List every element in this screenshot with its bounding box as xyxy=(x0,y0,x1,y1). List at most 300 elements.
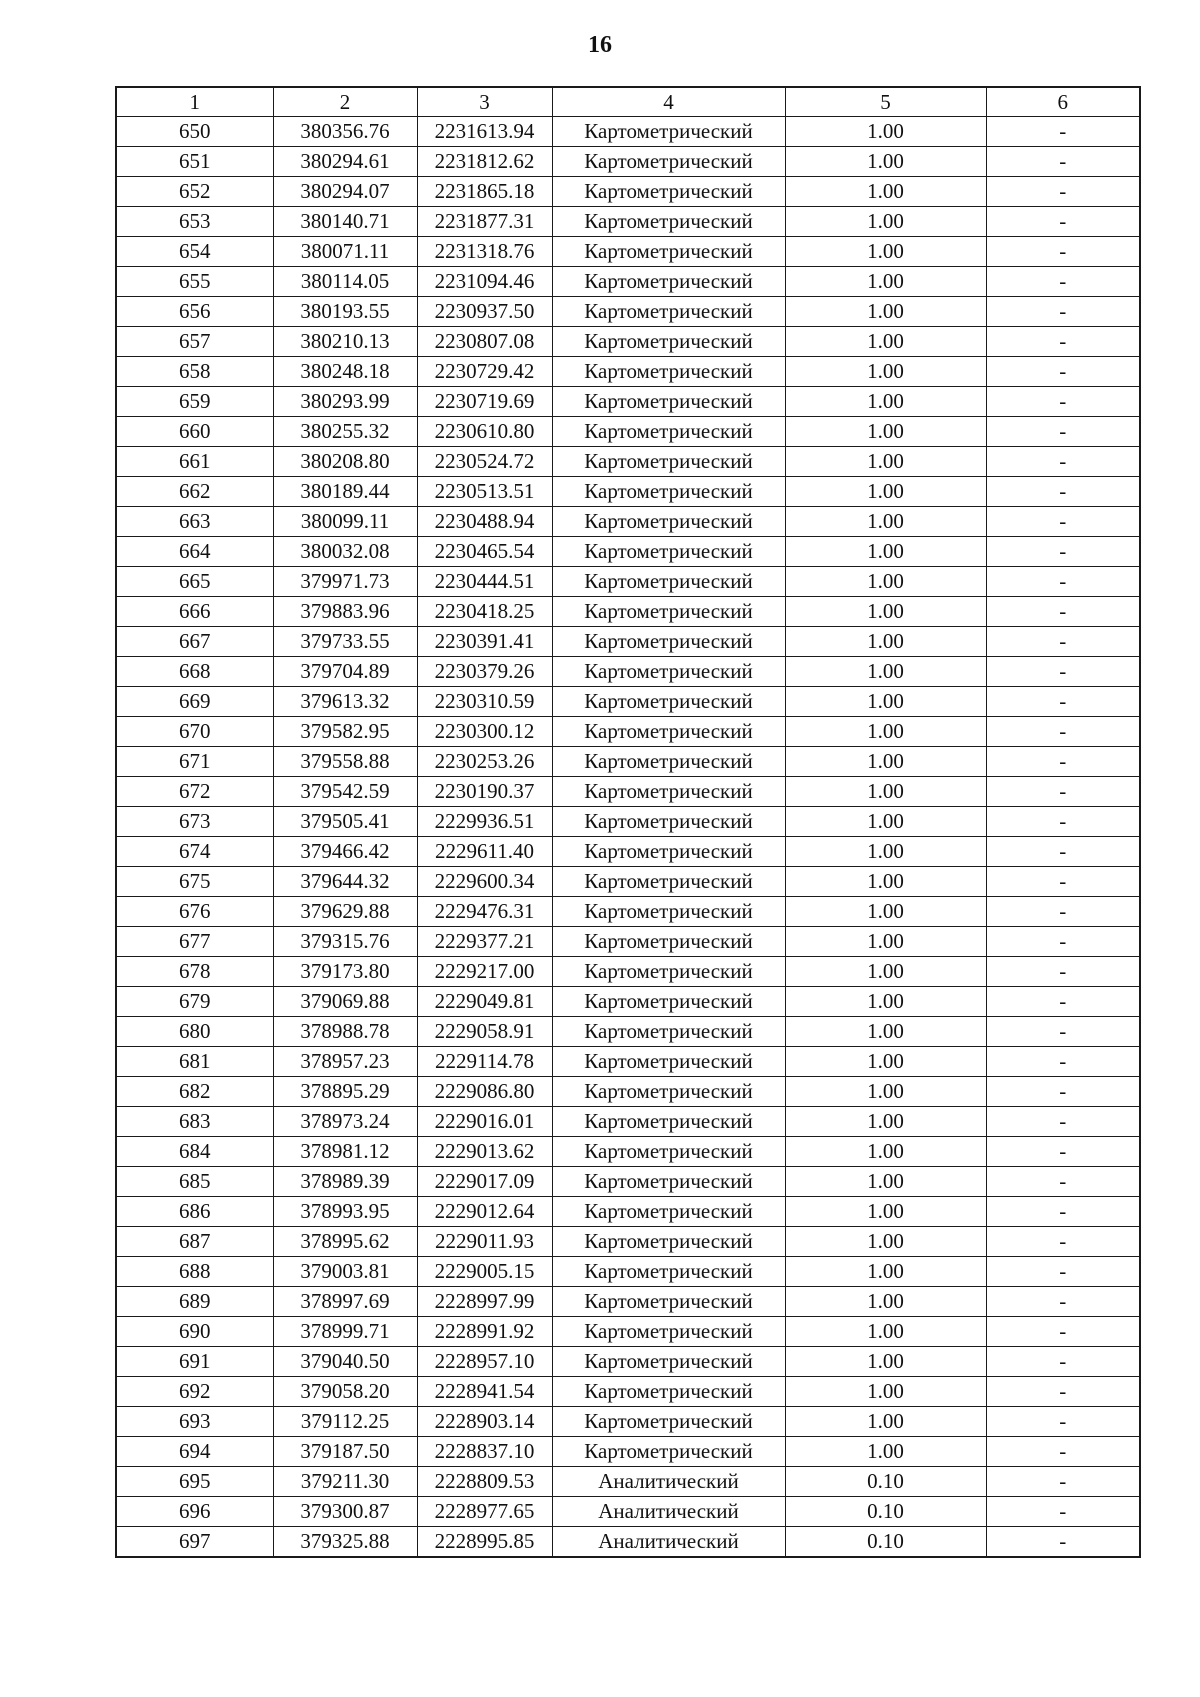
x-coordinate-cell: 379883.96 xyxy=(273,597,417,627)
point-number-cell: 675 xyxy=(116,867,273,897)
x-coordinate-cell: 379003.81 xyxy=(273,1257,417,1287)
method-cell: Картометрический xyxy=(552,507,785,537)
note-cell: - xyxy=(986,507,1140,537)
note-cell: - xyxy=(986,1257,1140,1287)
method-cell: Картометрический xyxy=(552,987,785,1017)
y-coordinate-cell: 2230465.54 xyxy=(417,537,552,567)
note-cell: - xyxy=(986,1287,1140,1317)
accuracy-cell: 1.00 xyxy=(785,117,986,147)
table-row xyxy=(116,1287,1140,1317)
x-coordinate-cell: 379505.41 xyxy=(273,807,417,837)
accuracy-cell: 1.00 xyxy=(785,807,986,837)
accuracy-cell: 1.00 xyxy=(785,627,986,657)
accuracy-cell: 1.00 xyxy=(785,747,986,777)
accuracy-cell: 1.00 xyxy=(785,837,986,867)
y-coordinate-cell: 2229114.78 xyxy=(417,1047,552,1077)
y-coordinate-cell: 2230379.26 xyxy=(417,657,552,687)
table-row xyxy=(116,207,1140,237)
point-number-cell: 695 xyxy=(116,1467,273,1497)
note-cell: - xyxy=(986,237,1140,267)
note-cell: - xyxy=(986,477,1140,507)
x-coordinate-cell: 378997.69 xyxy=(273,1287,417,1317)
method-cell: Картометрический xyxy=(552,807,785,837)
y-coordinate-cell: 2230253.26 xyxy=(417,747,552,777)
method-cell: Картометрический xyxy=(552,1407,785,1437)
point-number-cell: 651 xyxy=(116,147,273,177)
y-coordinate-cell: 2229011.93 xyxy=(417,1227,552,1257)
method-cell: Картометрический xyxy=(552,297,785,327)
accuracy-cell: 1.00 xyxy=(785,1257,986,1287)
note-cell: - xyxy=(986,147,1140,177)
table-row xyxy=(116,867,1140,897)
method-cell: Картометрический xyxy=(552,927,785,957)
y-coordinate-cell: 2229012.64 xyxy=(417,1197,552,1227)
accuracy-cell: 1.00 xyxy=(785,567,986,597)
x-coordinate-cell: 378973.24 xyxy=(273,1107,417,1137)
table-row xyxy=(116,237,1140,267)
column-header: 2 xyxy=(273,87,417,117)
accuracy-cell: 0.10 xyxy=(785,1527,986,1558)
y-coordinate-cell: 2229005.15 xyxy=(417,1257,552,1287)
point-number-cell: 666 xyxy=(116,597,273,627)
point-number-cell: 680 xyxy=(116,1017,273,1047)
x-coordinate-cell: 379971.73 xyxy=(273,567,417,597)
y-coordinate-cell: 2229017.09 xyxy=(417,1167,552,1197)
point-number-cell: 667 xyxy=(116,627,273,657)
column-header: 6 xyxy=(986,87,1140,117)
y-coordinate-cell: 2229013.62 xyxy=(417,1137,552,1167)
table-row xyxy=(116,627,1140,657)
note-cell: - xyxy=(986,777,1140,807)
accuracy-cell: 1.00 xyxy=(785,777,986,807)
point-number-cell: 663 xyxy=(116,507,273,537)
x-coordinate-cell: 379613.32 xyxy=(273,687,417,717)
note-cell: - xyxy=(986,867,1140,897)
x-coordinate-cell: 378981.12 xyxy=(273,1137,417,1167)
x-coordinate-cell: 380210.13 xyxy=(273,327,417,357)
note-cell: - xyxy=(986,657,1140,687)
table-row xyxy=(116,507,1140,537)
note-cell: - xyxy=(986,1017,1140,1047)
method-cell: Картометрический xyxy=(552,957,785,987)
accuracy-cell: 1.00 xyxy=(785,507,986,537)
table-row xyxy=(116,957,1140,987)
x-coordinate-cell: 378957.23 xyxy=(273,1047,417,1077)
note-cell: - xyxy=(986,597,1140,627)
point-number-cell: 654 xyxy=(116,237,273,267)
note-cell: - xyxy=(986,927,1140,957)
point-number-cell: 665 xyxy=(116,567,273,597)
y-coordinate-cell: 2228941.54 xyxy=(417,1377,552,1407)
y-coordinate-cell: 2229377.21 xyxy=(417,927,552,957)
point-number-cell: 685 xyxy=(116,1167,273,1197)
point-number-cell: 661 xyxy=(116,447,273,477)
point-number-cell: 688 xyxy=(116,1257,273,1287)
accuracy-cell: 1.00 xyxy=(785,1107,986,1137)
accuracy-cell: 1.00 xyxy=(785,1017,986,1047)
x-coordinate-cell: 379325.88 xyxy=(273,1527,417,1558)
x-coordinate-cell: 380356.76 xyxy=(273,117,417,147)
x-coordinate-cell: 379542.59 xyxy=(273,777,417,807)
note-cell: - xyxy=(986,447,1140,477)
column-header: 3 xyxy=(417,87,552,117)
table-row xyxy=(116,927,1140,957)
method-cell: Картометрический xyxy=(552,687,785,717)
accuracy-cell: 1.00 xyxy=(785,327,986,357)
x-coordinate-cell: 378989.39 xyxy=(273,1167,417,1197)
accuracy-cell: 0.10 xyxy=(785,1497,986,1527)
x-coordinate-cell: 379466.42 xyxy=(273,837,417,867)
y-coordinate-cell: 2231318.76 xyxy=(417,237,552,267)
method-cell: Картометрический xyxy=(552,147,785,177)
point-number-cell: 684 xyxy=(116,1137,273,1167)
point-number-cell: 691 xyxy=(116,1347,273,1377)
method-cell: Картометрический xyxy=(552,1317,785,1347)
note-cell: - xyxy=(986,1197,1140,1227)
method-cell: Картометрический xyxy=(552,867,785,897)
accuracy-cell: 1.00 xyxy=(785,147,986,177)
method-cell: Аналитический xyxy=(552,1527,785,1558)
y-coordinate-cell: 2228995.85 xyxy=(417,1527,552,1558)
note-cell: - xyxy=(986,357,1140,387)
x-coordinate-cell: 380208.80 xyxy=(273,447,417,477)
accuracy-cell: 1.00 xyxy=(785,657,986,687)
table-row xyxy=(116,837,1140,867)
y-coordinate-cell: 2231094.46 xyxy=(417,267,552,297)
note-cell: - xyxy=(986,387,1140,417)
y-coordinate-cell: 2229936.51 xyxy=(417,807,552,837)
method-cell: Картометрический xyxy=(552,267,785,297)
x-coordinate-cell: 378993.95 xyxy=(273,1197,417,1227)
accuracy-cell: 1.00 xyxy=(785,1377,986,1407)
note-cell: - xyxy=(986,1077,1140,1107)
method-cell: Картометрический xyxy=(552,117,785,147)
point-number-cell: 657 xyxy=(116,327,273,357)
table-row xyxy=(116,1497,1140,1527)
note-cell: - xyxy=(986,747,1140,777)
accuracy-cell: 1.00 xyxy=(785,897,986,927)
accuracy-cell: 1.00 xyxy=(785,927,986,957)
y-coordinate-cell: 2228809.53 xyxy=(417,1467,552,1497)
table-row xyxy=(116,897,1140,927)
table-row xyxy=(116,1047,1140,1077)
table-row xyxy=(116,357,1140,387)
accuracy-cell: 1.00 xyxy=(785,1137,986,1167)
note-cell: - xyxy=(986,897,1140,927)
point-number-cell: 673 xyxy=(116,807,273,837)
table-row xyxy=(116,687,1140,717)
x-coordinate-cell: 379558.88 xyxy=(273,747,417,777)
x-coordinate-cell: 379173.80 xyxy=(273,957,417,987)
point-number-cell: 676 xyxy=(116,897,273,927)
table-row xyxy=(116,747,1140,777)
accuracy-cell: 1.00 xyxy=(785,1197,986,1227)
x-coordinate-cell: 379187.50 xyxy=(273,1437,417,1467)
y-coordinate-cell: 2229049.81 xyxy=(417,987,552,1017)
x-coordinate-cell: 379629.88 xyxy=(273,897,417,927)
table-row xyxy=(116,657,1140,687)
y-coordinate-cell: 2230807.08 xyxy=(417,327,552,357)
y-coordinate-cell: 2228903.14 xyxy=(417,1407,552,1437)
y-coordinate-cell: 2230391.41 xyxy=(417,627,552,657)
table-row xyxy=(116,117,1140,147)
method-cell: Аналитический xyxy=(552,1497,785,1527)
point-number-cell: 660 xyxy=(116,417,273,447)
accuracy-cell: 1.00 xyxy=(785,1287,986,1317)
point-number-cell: 683 xyxy=(116,1107,273,1137)
note-cell: - xyxy=(986,1137,1140,1167)
x-coordinate-cell: 379315.76 xyxy=(273,927,417,957)
y-coordinate-cell: 2229611.40 xyxy=(417,837,552,867)
y-coordinate-cell: 2230937.50 xyxy=(417,297,552,327)
x-coordinate-cell: 380294.07 xyxy=(273,177,417,207)
y-coordinate-cell: 2229058.91 xyxy=(417,1017,552,1047)
method-cell: Картометрический xyxy=(552,1137,785,1167)
point-number-cell: 658 xyxy=(116,357,273,387)
note-cell: - xyxy=(986,1377,1140,1407)
accuracy-cell: 1.00 xyxy=(785,387,986,417)
x-coordinate-cell: 379704.89 xyxy=(273,657,417,687)
table-row xyxy=(116,297,1140,327)
method-cell: Картометрический xyxy=(552,357,785,387)
table-row xyxy=(116,177,1140,207)
method-cell: Картометрический xyxy=(552,897,785,927)
note-cell: - xyxy=(986,687,1140,717)
table-row xyxy=(116,777,1140,807)
x-coordinate-cell: 380294.61 xyxy=(273,147,417,177)
accuracy-cell: 1.00 xyxy=(785,417,986,447)
y-coordinate-cell: 2231865.18 xyxy=(417,177,552,207)
note-cell: - xyxy=(986,1407,1140,1437)
point-number-cell: 687 xyxy=(116,1227,273,1257)
table-row xyxy=(116,1407,1140,1437)
note-cell: - xyxy=(986,1167,1140,1197)
method-cell: Картометрический xyxy=(552,1347,785,1377)
accuracy-cell: 1.00 xyxy=(785,297,986,327)
method-cell: Картометрический xyxy=(552,447,785,477)
point-number-cell: 655 xyxy=(116,267,273,297)
note-cell: - xyxy=(986,1227,1140,1257)
method-cell: Картометрический xyxy=(552,1437,785,1467)
accuracy-cell: 0.10 xyxy=(785,1467,986,1497)
method-cell: Картометрический xyxy=(552,477,785,507)
note-cell: - xyxy=(986,1047,1140,1077)
note-cell: - xyxy=(986,297,1140,327)
y-coordinate-cell: 2228977.65 xyxy=(417,1497,552,1527)
x-coordinate-cell: 380114.05 xyxy=(273,267,417,297)
note-cell: - xyxy=(986,1107,1140,1137)
method-cell: Картометрический xyxy=(552,327,785,357)
method-cell: Картометрический xyxy=(552,777,785,807)
point-number-cell: 668 xyxy=(116,657,273,687)
y-coordinate-cell: 2231613.94 xyxy=(417,117,552,147)
x-coordinate-cell: 380293.99 xyxy=(273,387,417,417)
table-row xyxy=(116,807,1140,837)
y-coordinate-cell: 2228997.99 xyxy=(417,1287,552,1317)
table-row xyxy=(116,327,1140,357)
point-number-cell: 678 xyxy=(116,957,273,987)
point-number-cell: 653 xyxy=(116,207,273,237)
x-coordinate-cell: 380189.44 xyxy=(273,477,417,507)
point-number-cell: 686 xyxy=(116,1197,273,1227)
method-cell: Картометрический xyxy=(552,1377,785,1407)
method-cell: Картометрический xyxy=(552,237,785,267)
table-row xyxy=(116,1077,1140,1107)
point-number-cell: 681 xyxy=(116,1047,273,1077)
note-cell: - xyxy=(986,267,1140,297)
method-cell: Картометрический xyxy=(552,387,785,417)
note-cell: - xyxy=(986,1437,1140,1467)
accuracy-cell: 1.00 xyxy=(785,1317,986,1347)
accuracy-cell: 1.00 xyxy=(785,1047,986,1077)
accuracy-cell: 1.00 xyxy=(785,867,986,897)
table-row xyxy=(116,1437,1140,1467)
method-cell: Картометрический xyxy=(552,1167,785,1197)
column-header: 4 xyxy=(552,87,785,117)
method-cell: Картометрический xyxy=(552,597,785,627)
accuracy-cell: 1.00 xyxy=(785,1167,986,1197)
method-cell: Аналитический xyxy=(552,1467,785,1497)
note-cell: - xyxy=(986,567,1140,597)
method-cell: Картометрический xyxy=(552,1107,785,1137)
y-coordinate-cell: 2230488.94 xyxy=(417,507,552,537)
accuracy-cell: 1.00 xyxy=(785,957,986,987)
note-cell: - xyxy=(986,717,1140,747)
method-cell: Картометрический xyxy=(552,717,785,747)
table-body xyxy=(116,117,1140,1558)
table-row xyxy=(116,567,1140,597)
table-row xyxy=(116,1227,1140,1257)
note-cell: - xyxy=(986,327,1140,357)
x-coordinate-cell: 380099.11 xyxy=(273,507,417,537)
x-coordinate-cell: 380032.08 xyxy=(273,537,417,567)
accuracy-cell: 1.00 xyxy=(785,1437,986,1467)
note-cell: - xyxy=(986,1497,1140,1527)
table-row xyxy=(116,987,1140,1017)
note-cell: - xyxy=(986,987,1140,1017)
point-number-cell: 692 xyxy=(116,1377,273,1407)
point-number-cell: 697 xyxy=(116,1527,273,1558)
column-header: 5 xyxy=(785,87,986,117)
note-cell: - xyxy=(986,1467,1140,1497)
accuracy-cell: 1.00 xyxy=(785,1347,986,1377)
note-cell: - xyxy=(986,1347,1140,1377)
x-coordinate-cell: 380140.71 xyxy=(273,207,417,237)
x-coordinate-cell: 380193.55 xyxy=(273,297,417,327)
point-number-cell: 652 xyxy=(116,177,273,207)
x-coordinate-cell: 379058.20 xyxy=(273,1377,417,1407)
table-row xyxy=(116,597,1140,627)
table-row xyxy=(116,1137,1140,1167)
coordinates-table xyxy=(115,86,1141,1558)
method-cell: Картометрический xyxy=(552,627,785,657)
table-row xyxy=(116,537,1140,567)
y-coordinate-cell: 2229086.80 xyxy=(417,1077,552,1107)
method-cell: Картометрический xyxy=(552,1047,785,1077)
table-row xyxy=(116,1167,1140,1197)
page-number: 16 xyxy=(588,32,612,58)
table-row xyxy=(116,1017,1140,1047)
point-number-cell: 682 xyxy=(116,1077,273,1107)
accuracy-cell: 1.00 xyxy=(785,1227,986,1257)
method-cell: Картометрический xyxy=(552,417,785,447)
note-cell: - xyxy=(986,207,1140,237)
y-coordinate-cell: 2230310.59 xyxy=(417,687,552,717)
table-row xyxy=(116,1527,1140,1558)
method-cell: Картометрический xyxy=(552,1227,785,1257)
method-cell: Картометрический xyxy=(552,1077,785,1107)
note-cell: - xyxy=(986,417,1140,447)
point-number-cell: 693 xyxy=(116,1407,273,1437)
table-row xyxy=(116,267,1140,297)
accuracy-cell: 1.00 xyxy=(785,477,986,507)
y-coordinate-cell: 2230513.51 xyxy=(417,477,552,507)
method-cell: Картометрический xyxy=(552,1287,785,1317)
point-number-cell: 689 xyxy=(116,1287,273,1317)
x-coordinate-cell: 378995.62 xyxy=(273,1227,417,1257)
method-cell: Картометрический xyxy=(552,1017,785,1047)
y-coordinate-cell: 2230444.51 xyxy=(417,567,552,597)
note-cell: - xyxy=(986,837,1140,867)
x-coordinate-cell: 380248.18 xyxy=(273,357,417,387)
accuracy-cell: 1.00 xyxy=(785,987,986,1017)
y-coordinate-cell: 2230190.37 xyxy=(417,777,552,807)
table-row xyxy=(116,1347,1140,1377)
y-coordinate-cell: 2228991.92 xyxy=(417,1317,552,1347)
accuracy-cell: 1.00 xyxy=(785,1407,986,1437)
point-number-cell: 669 xyxy=(116,687,273,717)
accuracy-cell: 1.00 xyxy=(785,1077,986,1107)
point-number-cell: 662 xyxy=(116,477,273,507)
x-coordinate-cell: 378999.71 xyxy=(273,1317,417,1347)
point-number-cell: 664 xyxy=(116,537,273,567)
point-number-cell: 679 xyxy=(116,987,273,1017)
column-header: 1 xyxy=(116,87,273,117)
y-coordinate-cell: 2230719.69 xyxy=(417,387,552,417)
y-coordinate-cell: 2229476.31 xyxy=(417,897,552,927)
accuracy-cell: 1.00 xyxy=(785,717,986,747)
y-coordinate-cell: 2229217.00 xyxy=(417,957,552,987)
point-number-cell: 671 xyxy=(116,747,273,777)
method-cell: Картометрический xyxy=(552,1197,785,1227)
accuracy-cell: 1.00 xyxy=(785,597,986,627)
point-number-cell: 690 xyxy=(116,1317,273,1347)
method-cell: Картометрический xyxy=(552,567,785,597)
point-number-cell: 670 xyxy=(116,717,273,747)
x-coordinate-cell: 379733.55 xyxy=(273,627,417,657)
accuracy-cell: 1.00 xyxy=(785,687,986,717)
method-cell: Картометрический xyxy=(552,1257,785,1287)
y-coordinate-cell: 2230610.80 xyxy=(417,417,552,447)
point-number-cell: 672 xyxy=(116,777,273,807)
accuracy-cell: 1.00 xyxy=(785,177,986,207)
note-cell: - xyxy=(986,117,1140,147)
note-cell: - xyxy=(986,1317,1140,1347)
note-cell: - xyxy=(986,957,1140,987)
y-coordinate-cell: 2230418.25 xyxy=(417,597,552,627)
method-cell: Картометрический xyxy=(552,207,785,237)
accuracy-cell: 1.00 xyxy=(785,357,986,387)
accuracy-cell: 1.00 xyxy=(785,537,986,567)
table-row xyxy=(116,1467,1140,1497)
table-row xyxy=(116,1107,1140,1137)
table-row xyxy=(116,1317,1140,1347)
point-number-cell: 677 xyxy=(116,927,273,957)
point-number-cell: 674 xyxy=(116,837,273,867)
method-cell: Картометрический xyxy=(552,537,785,567)
table-row xyxy=(116,147,1140,177)
table-header-row xyxy=(116,87,1140,117)
